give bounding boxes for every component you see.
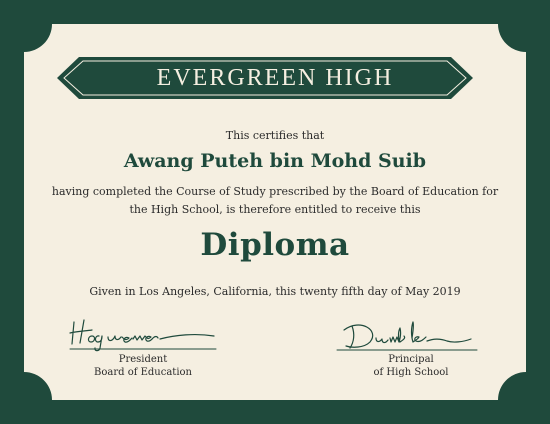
principal-signature-block bbox=[336, 353, 486, 379]
president-role: President bbox=[118, 354, 168, 365]
school-name: EVERGREEN HIGH bbox=[156, 64, 394, 91]
body-text-line-1: having completed the Course of Study prescribed by the Board of Education for bbox=[51, 185, 499, 198]
recipient-name: Awang Puteh bin Mohd Suib bbox=[123, 150, 427, 172]
certifies-text: This certifies that bbox=[225, 129, 325, 142]
given-date-line: Given in Los Angeles, California, this twenty fifth day of May 2019 bbox=[89, 285, 461, 298]
president-signature bbox=[70, 320, 216, 351]
president-signature-block bbox=[68, 353, 218, 379]
principal-role: Principal bbox=[388, 354, 434, 365]
award-title: Diploma bbox=[200, 227, 350, 263]
principal-signature bbox=[337, 322, 477, 350]
principal-organization: of High School bbox=[373, 367, 449, 378]
president-organization: Board of Education bbox=[94, 367, 192, 378]
body-text-line-2: the High School, is therefore entitled to receive this bbox=[129, 203, 421, 216]
